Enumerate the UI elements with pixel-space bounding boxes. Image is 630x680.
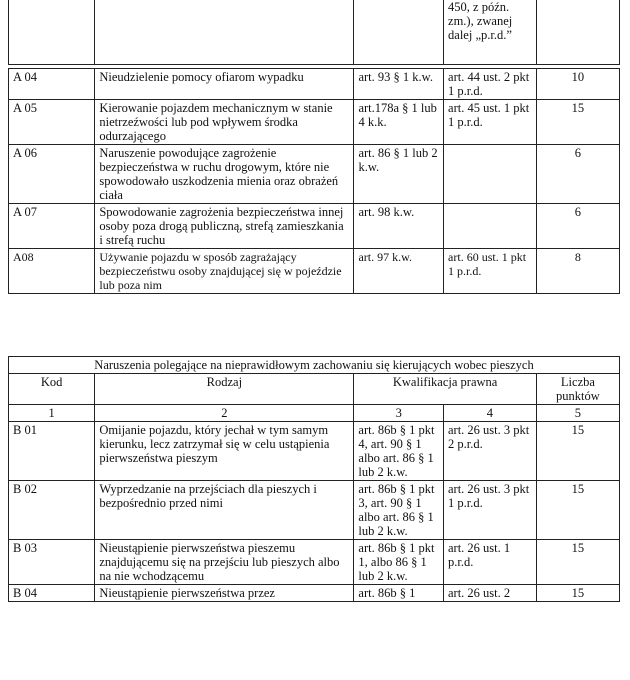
table-row (9, 69, 620, 100)
column-number: 1 (9, 405, 95, 422)
cell-article-prd: art. 26 ust. 3 pkt 2 p.r.d. (444, 422, 537, 481)
table-row (9, 585, 620, 602)
cell-points: 15 (536, 585, 619, 602)
table-row (9, 0, 620, 65)
table-cell (95, 0, 354, 65)
cell-article-prd: art. 26 ust. 3 pkt 1 p.r.d. (444, 481, 537, 540)
cell-points: 15 (536, 422, 619, 481)
cell-points: 15 (536, 481, 619, 540)
column-number-row (9, 405, 620, 422)
cell-code: B 02 (9, 481, 95, 540)
table-row (9, 422, 620, 481)
table-row (9, 540, 620, 585)
column-number: 3 (354, 405, 444, 422)
table-caption-row (9, 357, 620, 374)
cell-article-prd: art. 60 ust. 1 pkt 1 p.r.d. (444, 249, 537, 294)
cell-article-kw: art.178a § 1 lub 4 k.k. (354, 100, 444, 145)
cell-description: Nieustąpienie pierwszeństwa przez (95, 585, 354, 602)
violations-table-a (8, 0, 620, 65)
cell-article-prd (444, 145, 537, 204)
cell-points: 10 (536, 69, 619, 100)
cell-description: Omijanie pojazdu, który jechał w tym samym kierunku, lecz zatrzymał się w celu ustąpienia pierwszeństwa pieszym (95, 422, 354, 481)
cell-article-prd: art. 44 ust. 2 pkt 1 p.r.d. (444, 69, 537, 100)
cell-points: 8 (536, 249, 619, 294)
cell-article-kw: art. 86 § 1 lub 2 k.w. (354, 145, 444, 204)
header-legal-qualification: Kwalifikacja prawna (354, 374, 536, 405)
cell-article-prd: art. 26 ust. 1 p.r.d. (444, 540, 537, 585)
violations-table-a-body (8, 68, 620, 294)
table-row (9, 481, 620, 540)
cell-points: 15 (536, 100, 619, 145)
cell-points: 15 (536, 540, 619, 585)
column-number: 5 (536, 405, 619, 422)
cell-article-kw: art. 86b § 1 pkt 3, art. 90 § 1 albo art. 86 § 1 lub 2 k.w. (354, 481, 444, 540)
cell-article-prd (444, 204, 537, 249)
cell-article-kw: art. 97 k.w. (354, 249, 444, 294)
cell-code: B 04 (9, 585, 95, 602)
violations-table-b (8, 356, 620, 602)
cell-description: Nieustąpienie pierwszeństwa pieszemu znajdującemu się na przejściu lub pieszych albo na nie wchodzącemu (95, 540, 354, 585)
table-cell (9, 0, 95, 65)
header-code: Kod (9, 374, 95, 405)
cell-description: Nieudzielenie pomocy ofiarom wypadku (95, 69, 354, 100)
table-row (9, 204, 620, 249)
cell-points: 6 (536, 204, 619, 249)
table-row (9, 100, 620, 145)
cell-article-kw: art. 86b § 1 (354, 585, 444, 602)
table-row (9, 249, 620, 294)
table-cell-legal-ref: 450, z późn. zm.), zwanej dalej „p.r.d.” (444, 0, 537, 65)
cell-article-kw: art. 93 § 1 k.w. (354, 69, 444, 100)
cell-code: A08 (9, 249, 95, 294)
cell-code: A 07 (9, 204, 95, 249)
table-caption: Naruszenia polegające na nieprawidłowym zachowaniu się kierujących wobec pieszych (9, 357, 620, 374)
table-cell (536, 0, 619, 65)
cell-article-kw: art. 98 k.w. (354, 204, 444, 249)
cell-article-prd: art. 45 ust. 1 pkt 1 p.r.d. (444, 100, 537, 145)
cell-code: A 05 (9, 100, 95, 145)
table-row (9, 145, 620, 204)
column-number: 2 (95, 405, 354, 422)
header-points: Liczba punktów (536, 374, 619, 405)
cell-code: A 04 (9, 69, 95, 100)
cell-description: Używanie pojazdu w sposób zagrażający bezpieczeństwu osoby znajdującej się w pojeździe lub poza nim (95, 249, 354, 294)
cell-article-kw: art. 86b § 1 pkt 1, albo 86 § 1 lub 2 k.w. (354, 540, 444, 585)
cell-code: A 06 (9, 145, 95, 204)
cell-description: Naruszenie powodujące zagrożenie bezpieczeństwa w ruchu drogowym, które nie spowodowało uszkodzenia mienia oraz obrażeń ciała (95, 145, 354, 204)
cell-article-prd: art. 26 ust. 2 (444, 585, 537, 602)
cell-points: 6 (536, 145, 619, 204)
cell-description: Kierowanie pojazdem mechanicznym w stanie nietrzeźwości lub pod wpływem środka odurzającego (95, 100, 354, 145)
table-header-row (9, 374, 620, 405)
cell-description: Spowodowanie zagrożenia bezpieczeństwa innej osoby poza drogą publiczną, strefą zamieszkania i strefą ruchu (95, 204, 354, 249)
cell-code: B 03 (9, 540, 95, 585)
cell-article-kw: art. 86b § 1 pkt 4, art. 90 § 1 albo art. 86 § 1 lub 2 k.w. (354, 422, 444, 481)
cell-description: Wyprzedzanie na przejściach dla pieszych i bezpośrednio przed nimi (95, 481, 354, 540)
header-type: Rodzaj (95, 374, 354, 405)
cell-code: B 01 (9, 422, 95, 481)
table-cell (354, 0, 444, 65)
column-number: 4 (444, 405, 537, 422)
